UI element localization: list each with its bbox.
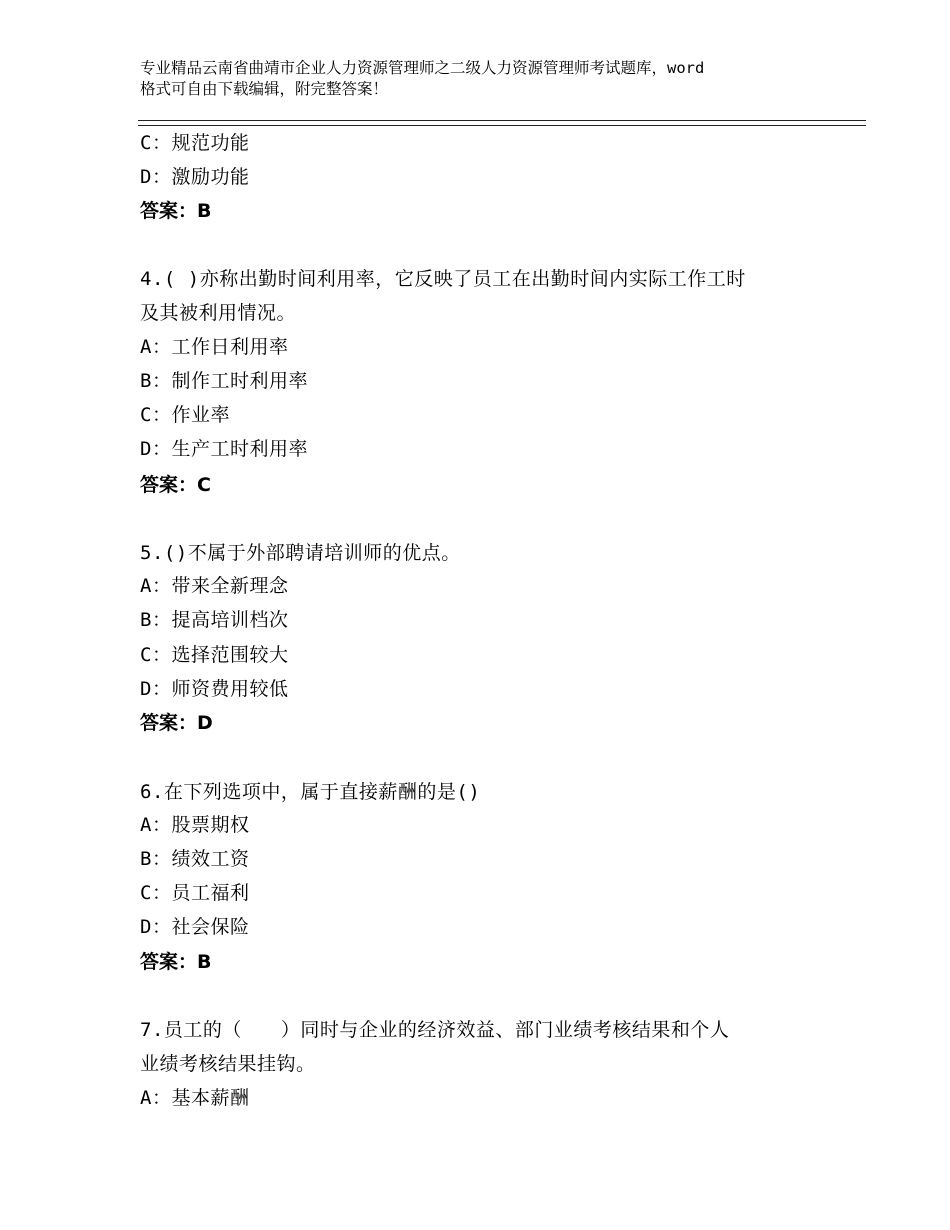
answer: 答案：D [140,712,213,734]
header-line-2: 格式可自由下载编辑，附完整答案！ [140,80,389,98]
answer: 答案：B [140,951,212,973]
header-rule-top [138,120,866,121]
question-stem: 5.()不属于外部聘请培训师的优点。 [140,542,461,564]
option-b: B：绩效工资 [140,848,250,870]
option-c: C：规范功能 [140,132,250,154]
question-stem-line-1: 7.员工的（ ）同时与企业的经济效益、部门业绩考核结果和个人 [140,1019,730,1041]
header-rule-bottom [138,125,866,126]
document-header [140,58,830,100]
option-b: B：制作工时利用率 [140,370,308,392]
option-a: A：工作日利用率 [140,336,289,358]
question-stem-line-2: 及其被利用情况。 [140,302,297,324]
answer: 答案：C [140,474,211,496]
question-stem-line-1: 4.( )亦称出勤时间利用率，它反映了员工在出勤时间内实际工作工时 [140,268,746,290]
header-line-1: 专业精品云南省曲靖市企业人力资源管理师之二级人力资源管理师考试题库，word [140,59,705,77]
option-c: C：作业率 [140,404,230,426]
option-c: C：选择范围较大 [140,644,289,666]
question-stem: 6.在下列选项中，属于直接薪酬的是() [140,781,481,803]
question-stem-line-2: 业绩考核结果挂钩。 [140,1053,316,1075]
option-d: D：激励功能 [140,166,250,188]
option-d: D：师资费用较低 [140,678,289,700]
option-b: B：提高培训档次 [140,609,289,631]
answer: 答案：B [140,200,212,222]
option-a: A：基本薪酬 [140,1087,250,1109]
option-c: C：员工福利 [140,882,250,904]
option-d: D：社会保险 [140,916,250,938]
option-a: A：股票期权 [140,814,250,836]
option-d: D：生产工时利用率 [140,438,308,460]
option-a: A：带来全新理念 [140,575,289,597]
